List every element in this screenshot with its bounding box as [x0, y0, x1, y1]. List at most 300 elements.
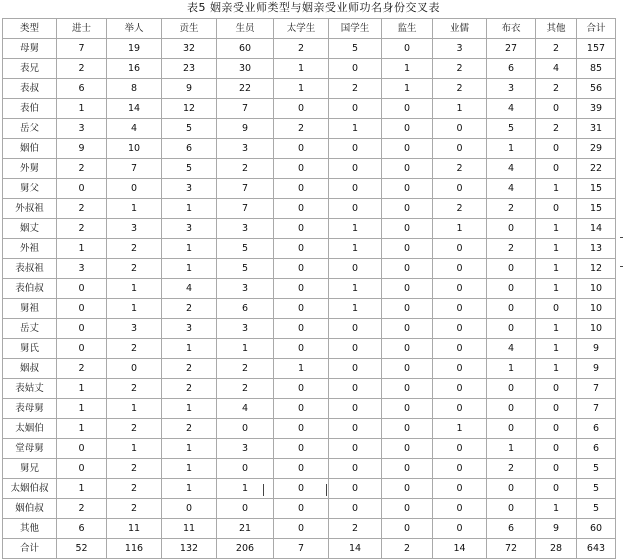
value-cell: 0	[162, 499, 217, 519]
row-label-cell: 舅兄	[3, 459, 57, 479]
value-cell: 0	[329, 379, 382, 399]
value-cell: 10	[577, 279, 616, 299]
value-cell: 0	[57, 319, 107, 339]
row-label-cell: 舅氏	[3, 339, 57, 359]
value-cell: 9	[57, 139, 107, 159]
value-cell: 0	[487, 299, 536, 319]
value-cell: 3	[217, 139, 274, 159]
value-cell: 22	[577, 159, 616, 179]
column-header: 其他	[536, 19, 577, 39]
table-row	[3, 199, 616, 219]
value-cell: 29	[577, 139, 616, 159]
column-header: 国学生	[329, 19, 382, 39]
row-label-cell: 岳丈	[3, 319, 57, 339]
value-cell: 2	[487, 459, 536, 479]
value-cell: 1	[107, 439, 162, 459]
value-cell: 2	[329, 79, 382, 99]
value-cell: 0	[433, 459, 487, 479]
table-row	[3, 259, 616, 279]
table-row	[3, 439, 616, 459]
value-cell: 2	[274, 39, 329, 59]
value-cell: 0	[382, 39, 433, 59]
value-cell: 1	[329, 299, 382, 319]
value-cell: 2	[162, 359, 217, 379]
value-cell: 6	[487, 59, 536, 79]
value-cell: 11	[162, 519, 217, 539]
value-cell: 0	[57, 339, 107, 359]
value-cell: 2	[217, 159, 274, 179]
table-row	[3, 159, 616, 179]
value-cell: 0	[433, 259, 487, 279]
value-cell: 1	[536, 319, 577, 339]
value-cell: 0	[433, 139, 487, 159]
value-cell: 0	[382, 199, 433, 219]
value-cell: 0	[433, 319, 487, 339]
row-label-cell: 表母舅	[3, 399, 57, 419]
value-cell: 4	[162, 279, 217, 299]
value-cell: 56	[577, 79, 616, 99]
value-cell: 3	[433, 39, 487, 59]
row-label-cell: 母舅	[3, 39, 57, 59]
value-cell: 2	[536, 79, 577, 99]
value-cell: 7	[107, 159, 162, 179]
value-cell: 0	[433, 279, 487, 299]
value-cell: 0	[382, 499, 433, 519]
value-cell: 2	[107, 339, 162, 359]
column-header: 业儒	[433, 19, 487, 39]
value-cell: 0	[382, 179, 433, 199]
value-cell: 0	[382, 259, 433, 279]
value-cell: 0	[274, 479, 329, 499]
row-label-cell: 舅父	[3, 179, 57, 199]
value-cell: 1	[107, 279, 162, 299]
row-label-cell: 表叔	[3, 79, 57, 99]
value-cell: 0	[536, 299, 577, 319]
table-row	[3, 179, 616, 199]
value-cell: 0	[382, 119, 433, 139]
value-cell: 14	[329, 539, 382, 559]
table-row	[3, 359, 616, 379]
value-cell: 0	[274, 159, 329, 179]
value-cell: 52	[57, 539, 107, 559]
value-cell: 1	[536, 499, 577, 519]
value-cell: 0	[536, 479, 577, 499]
value-cell: 0	[536, 159, 577, 179]
value-cell: 0	[487, 319, 536, 339]
value-cell: 7	[274, 539, 329, 559]
value-cell: 2	[487, 199, 536, 219]
value-cell: 2	[57, 159, 107, 179]
value-cell: 2	[107, 239, 162, 259]
value-cell: 0	[274, 179, 329, 199]
value-cell: 30	[217, 59, 274, 79]
value-cell: 0	[382, 99, 433, 119]
value-cell: 0	[329, 339, 382, 359]
value-cell: 0	[433, 519, 487, 539]
value-cell: 0	[382, 339, 433, 359]
value-cell: 0	[217, 459, 274, 479]
table-row	[3, 219, 616, 239]
value-cell: 0	[274, 499, 329, 519]
value-cell: 39	[577, 99, 616, 119]
table-row	[3, 79, 616, 99]
value-cell: 1	[382, 79, 433, 99]
value-cell: 0	[217, 419, 274, 439]
value-cell: 2	[433, 199, 487, 219]
value-cell: 0	[487, 479, 536, 499]
table-row	[3, 519, 616, 539]
value-cell: 6	[487, 519, 536, 539]
value-cell: 0	[329, 199, 382, 219]
value-cell: 0	[217, 499, 274, 519]
value-cell: 0	[536, 399, 577, 419]
value-cell: 116	[107, 539, 162, 559]
value-cell: 1	[536, 259, 577, 279]
value-cell: 2	[382, 539, 433, 559]
value-cell: 1	[382, 59, 433, 79]
value-cell: 14	[433, 539, 487, 559]
value-cell: 1	[536, 219, 577, 239]
column-header: 太学生	[274, 19, 329, 39]
value-cell: 3	[107, 219, 162, 239]
value-cell: 0	[274, 339, 329, 359]
value-cell: 0	[274, 439, 329, 459]
value-cell: 7	[577, 379, 616, 399]
value-cell: 0	[382, 519, 433, 539]
row-label-cell: 姻丈	[3, 219, 57, 239]
value-cell: 0	[274, 199, 329, 219]
value-cell: 3	[162, 219, 217, 239]
row-label-cell: 其他	[3, 519, 57, 539]
value-cell: 0	[329, 59, 382, 79]
value-cell: 0	[382, 159, 433, 179]
value-cell: 0	[487, 259, 536, 279]
value-cell: 643	[577, 539, 616, 559]
row-label-cell: 姻伯	[3, 139, 57, 159]
value-cell: 0	[382, 419, 433, 439]
row-label-cell: 外祖	[3, 239, 57, 259]
row-label-cell: 表兄	[3, 59, 57, 79]
value-cell: 23	[162, 59, 217, 79]
value-cell: 85	[577, 59, 616, 79]
value-cell: 0	[433, 499, 487, 519]
value-cell: 2	[162, 299, 217, 319]
row-label-cell: 姻叔	[3, 359, 57, 379]
value-cell: 5	[217, 239, 274, 259]
table-row	[3, 119, 616, 139]
value-cell: 21	[217, 519, 274, 539]
value-cell: 3	[162, 319, 217, 339]
tick-mark-bottom-2	[326, 484, 327, 496]
value-cell: 0	[274, 259, 329, 279]
row-label-cell: 外舅	[3, 159, 57, 179]
value-cell: 19	[107, 39, 162, 59]
value-cell: 2	[433, 79, 487, 99]
value-cell: 0	[57, 179, 107, 199]
value-cell: 3	[217, 319, 274, 339]
value-cell: 1	[107, 199, 162, 219]
value-cell: 0	[274, 519, 329, 539]
value-cell: 2	[107, 259, 162, 279]
row-label-cell: 表姑丈	[3, 379, 57, 399]
value-cell: 2	[433, 59, 487, 79]
value-cell: 4	[536, 59, 577, 79]
value-cell: 0	[433, 119, 487, 139]
value-cell: 2	[536, 39, 577, 59]
value-cell: 4	[487, 339, 536, 359]
value-cell: 1	[162, 439, 217, 459]
value-cell: 2	[57, 59, 107, 79]
value-cell: 6	[577, 439, 616, 459]
value-cell: 5	[162, 119, 217, 139]
value-cell: 7	[217, 179, 274, 199]
value-cell: 0	[329, 359, 382, 379]
value-cell: 7	[217, 99, 274, 119]
value-cell: 0	[382, 319, 433, 339]
value-cell: 0	[433, 239, 487, 259]
value-cell: 0	[536, 459, 577, 479]
value-cell: 1	[57, 379, 107, 399]
value-cell: 1	[433, 219, 487, 239]
value-cell: 1	[329, 279, 382, 299]
value-cell: 1	[536, 179, 577, 199]
value-cell: 157	[577, 39, 616, 59]
table-row	[3, 399, 616, 419]
value-cell: 7	[57, 39, 107, 59]
table-row	[3, 99, 616, 119]
value-cell: 2	[107, 459, 162, 479]
value-cell: 2	[57, 219, 107, 239]
value-cell: 4	[487, 179, 536, 199]
value-cell: 6	[577, 419, 616, 439]
table-title: 表5 姻亲受业师类型与姻亲受业师功名身份交叉表	[187, 1, 440, 14]
value-cell: 5	[577, 479, 616, 499]
row-label-cell: 表叔祖	[3, 259, 57, 279]
row-label-cell: 外叔祖	[3, 199, 57, 219]
value-cell: 14	[577, 219, 616, 239]
value-cell: 0	[433, 339, 487, 359]
value-cell: 0	[536, 99, 577, 119]
value-cell: 14	[107, 99, 162, 119]
value-cell: 0	[57, 439, 107, 459]
value-cell: 9	[217, 119, 274, 139]
value-cell: 0	[382, 219, 433, 239]
value-cell: 0	[382, 299, 433, 319]
value-cell: 0	[329, 439, 382, 459]
value-cell: 1	[536, 339, 577, 359]
value-cell: 1	[162, 479, 217, 499]
value-cell: 27	[487, 39, 536, 59]
value-cell: 1	[329, 119, 382, 139]
value-cell: 2	[487, 239, 536, 259]
value-cell: 0	[536, 379, 577, 399]
value-cell: 2	[433, 159, 487, 179]
value-cell: 5	[487, 119, 536, 139]
value-cell: 132	[162, 539, 217, 559]
value-cell: 1	[57, 239, 107, 259]
value-cell: 6	[57, 79, 107, 99]
value-cell: 60	[577, 519, 616, 539]
header-row	[3, 19, 616, 39]
value-cell: 1	[57, 399, 107, 419]
value-cell: 0	[536, 439, 577, 459]
value-cell: 1	[433, 419, 487, 439]
table-row	[3, 299, 616, 319]
table-row	[3, 239, 616, 259]
value-cell: 2	[217, 359, 274, 379]
value-cell: 0	[57, 299, 107, 319]
value-cell: 0	[433, 399, 487, 419]
value-cell: 1	[536, 359, 577, 379]
value-cell: 0	[536, 419, 577, 439]
value-cell: 1	[274, 59, 329, 79]
value-cell: 12	[577, 259, 616, 279]
value-cell: 1	[487, 439, 536, 459]
column-header: 布衣	[487, 19, 536, 39]
value-cell: 1	[536, 279, 577, 299]
value-cell: 1	[433, 99, 487, 119]
value-cell: 1	[487, 359, 536, 379]
value-cell: 0	[274, 379, 329, 399]
value-cell: 2	[162, 419, 217, 439]
value-cell: 0	[274, 419, 329, 439]
value-cell: 0	[274, 279, 329, 299]
row-label-cell: 堂母舅	[3, 439, 57, 459]
value-cell: 2	[107, 479, 162, 499]
value-cell: 10	[577, 299, 616, 319]
tick-mark-right-1	[620, 237, 623, 238]
row-label-cell: 太姻伯叔	[3, 479, 57, 499]
cross-table	[2, 18, 616, 559]
value-cell: 0	[536, 199, 577, 219]
value-cell: 1	[162, 199, 217, 219]
value-cell: 0	[57, 279, 107, 299]
value-cell: 3	[57, 259, 107, 279]
value-cell: 0	[433, 299, 487, 319]
value-cell: 1	[162, 339, 217, 359]
value-cell: 5	[577, 499, 616, 519]
value-cell: 1	[162, 399, 217, 419]
value-cell: 13	[577, 239, 616, 259]
column-header: 进士	[57, 19, 107, 39]
value-cell: 1	[217, 339, 274, 359]
value-cell: 5	[162, 159, 217, 179]
table-row	[3, 139, 616, 159]
table-row	[3, 279, 616, 299]
table-row	[3, 379, 616, 399]
table-row	[3, 339, 616, 359]
value-cell: 0	[487, 279, 536, 299]
value-cell: 28	[536, 539, 577, 559]
value-cell: 6	[57, 519, 107, 539]
value-cell: 0	[329, 259, 382, 279]
value-cell: 15	[577, 199, 616, 219]
value-cell: 6	[217, 299, 274, 319]
row-label-cell: 太姻伯	[3, 419, 57, 439]
value-cell: 0	[329, 399, 382, 419]
value-cell: 16	[107, 59, 162, 79]
row-label-cell: 表伯	[3, 99, 57, 119]
value-cell: 0	[487, 379, 536, 399]
value-cell: 0	[536, 139, 577, 159]
value-cell: 3	[487, 79, 536, 99]
value-cell: 0	[433, 439, 487, 459]
value-cell: 206	[217, 539, 274, 559]
value-cell: 2	[57, 199, 107, 219]
tick-mark-right-2	[620, 266, 623, 267]
value-cell: 0	[274, 299, 329, 319]
value-cell: 2	[57, 499, 107, 519]
table-row	[3, 419, 616, 439]
value-cell: 0	[274, 139, 329, 159]
value-cell: 32	[162, 39, 217, 59]
value-cell: 0	[487, 219, 536, 239]
value-cell: 1	[57, 99, 107, 119]
value-cell: 1	[329, 219, 382, 239]
tick-mark-bottom-1	[263, 484, 264, 496]
value-cell: 0	[487, 419, 536, 439]
value-cell: 0	[382, 459, 433, 479]
value-cell: 5	[217, 259, 274, 279]
value-cell: 72	[487, 539, 536, 559]
value-cell: 0	[329, 459, 382, 479]
table-row	[3, 59, 616, 79]
table-row	[3, 39, 616, 59]
value-cell: 0	[433, 359, 487, 379]
value-cell: 1	[536, 239, 577, 259]
value-cell: 0	[274, 99, 329, 119]
value-cell: 2	[57, 359, 107, 379]
value-cell: 0	[382, 359, 433, 379]
value-cell: 0	[382, 279, 433, 299]
column-header: 举人	[107, 19, 162, 39]
value-cell: 0	[274, 399, 329, 419]
value-cell: 10	[107, 139, 162, 159]
value-cell: 9	[536, 519, 577, 539]
value-cell: 1	[329, 239, 382, 259]
value-cell: 12	[162, 99, 217, 119]
row-label-cell: 舅祖	[3, 299, 57, 319]
total-row	[3, 539, 616, 559]
value-cell: 0	[487, 399, 536, 419]
value-cell: 0	[382, 139, 433, 159]
value-cell: 1	[107, 399, 162, 419]
value-cell: 22	[217, 79, 274, 99]
value-cell: 0	[433, 179, 487, 199]
value-cell: 4	[487, 99, 536, 119]
value-cell: 3	[217, 279, 274, 299]
value-cell: 10	[577, 319, 616, 339]
value-cell: 0	[329, 159, 382, 179]
value-cell: 0	[107, 359, 162, 379]
value-cell: 0	[329, 99, 382, 119]
value-cell: 1	[162, 239, 217, 259]
value-cell: 1	[217, 479, 274, 499]
value-cell: 0	[274, 459, 329, 479]
value-cell: 60	[217, 39, 274, 59]
value-cell: 1	[107, 299, 162, 319]
value-cell: 3	[217, 219, 274, 239]
value-cell: 8	[107, 79, 162, 99]
value-cell: 0	[329, 499, 382, 519]
value-cell: 2	[217, 379, 274, 399]
value-cell: 11	[107, 519, 162, 539]
value-cell: 0	[329, 139, 382, 159]
value-cell: 3	[217, 439, 274, 459]
value-cell: 15	[577, 179, 616, 199]
value-cell: 1	[162, 459, 217, 479]
value-cell: 3	[162, 179, 217, 199]
